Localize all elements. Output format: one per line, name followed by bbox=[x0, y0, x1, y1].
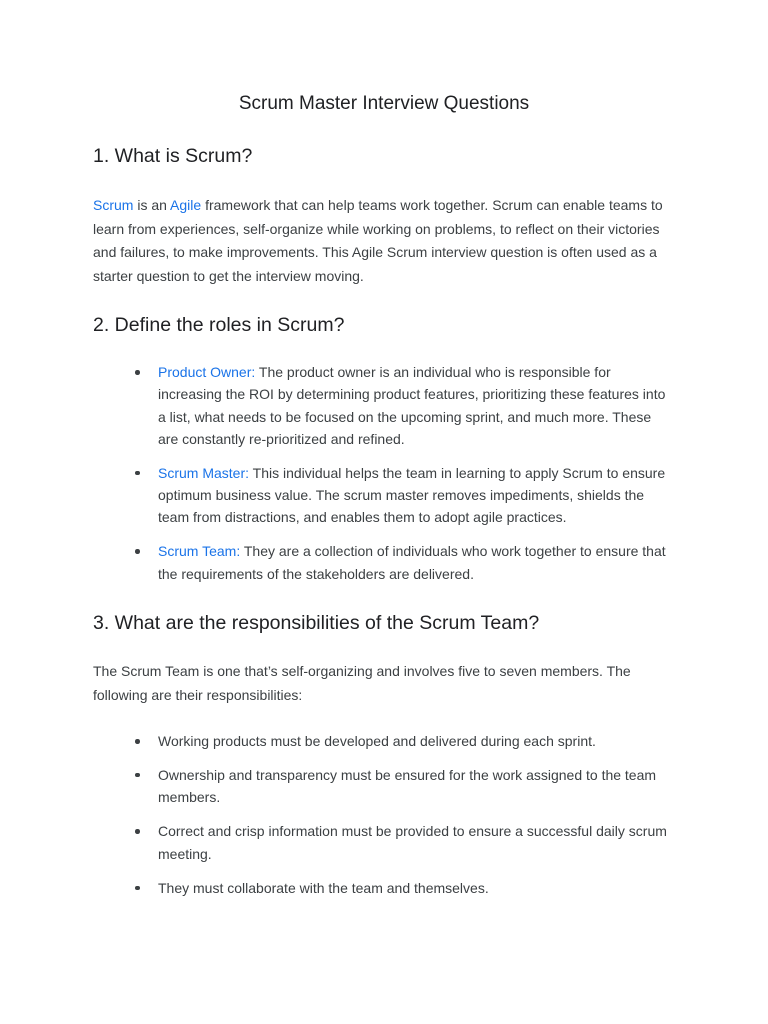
document-title: Scrum Master Interview Questions bbox=[238, 93, 530, 114]
list-item-text: They must collaborate with the team and themselves. bbox=[158, 879, 489, 896]
paragraph-text: is an bbox=[133, 197, 171, 213]
list-item bbox=[93, 764, 675, 809]
list-item bbox=[93, 462, 675, 529]
list-item bbox=[93, 730, 675, 752]
roles-list bbox=[93, 361, 675, 597]
list-item-text: Correct and crisp information must be provided to ensure a successful daily scrum meeting. bbox=[158, 823, 667, 862]
section-3-paragraph: The Scrum Team is one that’s self-organizing and involves five to seven members. The following are their responsibilities: bbox=[93, 663, 631, 703]
paragraph-text: framework that can help teams work together. Scrum can enable teams to learn from experiences, self-organize while working on problems, to reflect on their victories and failures, to make improvements. This Agile Scrum interview question is often used as a starter question to get the interview moving. bbox=[93, 197, 663, 284]
section-1-paragraph bbox=[93, 194, 675, 288]
list-item-text: This individual helps the team in learning to apply Scrum to ensure optimum business value. The scrum master removes impediments, shields the team from distractions, and enables them to adopt agile practices. bbox=[158, 464, 666, 526]
bullet-icon bbox=[135, 370, 140, 375]
section-3-heading: 3. What are the responsibilities of the Scrum Team? bbox=[93, 612, 540, 634]
bullet-icon bbox=[135, 739, 140, 744]
section-1-heading: 1. What is Scrum? bbox=[93, 145, 253, 167]
scrum-master-link[interactable]: Scrum Master: bbox=[158, 464, 250, 481]
list-item bbox=[93, 540, 675, 585]
product-owner-link[interactable]: Product Owner: bbox=[158, 364, 256, 380]
bullet-icon bbox=[135, 549, 140, 554]
bullet-icon bbox=[135, 471, 140, 476]
list-item bbox=[93, 361, 675, 450]
list-item-text: Working products must be developed and delivered during each sprint. bbox=[158, 733, 596, 749]
bullet-icon bbox=[135, 773, 140, 778]
responsibilities-list bbox=[93, 730, 675, 911]
list-item-text: The product owner is an individual who is responsible for increasing the ROI by determining product features, prioritizing these features into a list, what needs to be focused on the upcoming sprint, and much more. These are constantly re-prioritized and refined. bbox=[158, 364, 666, 447]
scrum-team-link[interactable]: Scrum Team: bbox=[158, 543, 241, 560]
section-2-heading: 2. Define the roles in Scrum? bbox=[93, 314, 345, 336]
list-item-text: They are a collection of individuals who work together to ensure that the requirements of the stakeholders are delivered. bbox=[158, 543, 666, 582]
list-item bbox=[93, 877, 675, 899]
agile-link[interactable]: Agile bbox=[170, 197, 202, 213]
scrum-link[interactable]: Scrum bbox=[93, 197, 134, 213]
bullet-icon bbox=[135, 829, 140, 834]
bullet-icon bbox=[135, 886, 140, 891]
list-item-text: Ownership and transparency must be ensured for the work assigned to the team members. bbox=[158, 766, 657, 806]
list-item bbox=[93, 820, 675, 865]
